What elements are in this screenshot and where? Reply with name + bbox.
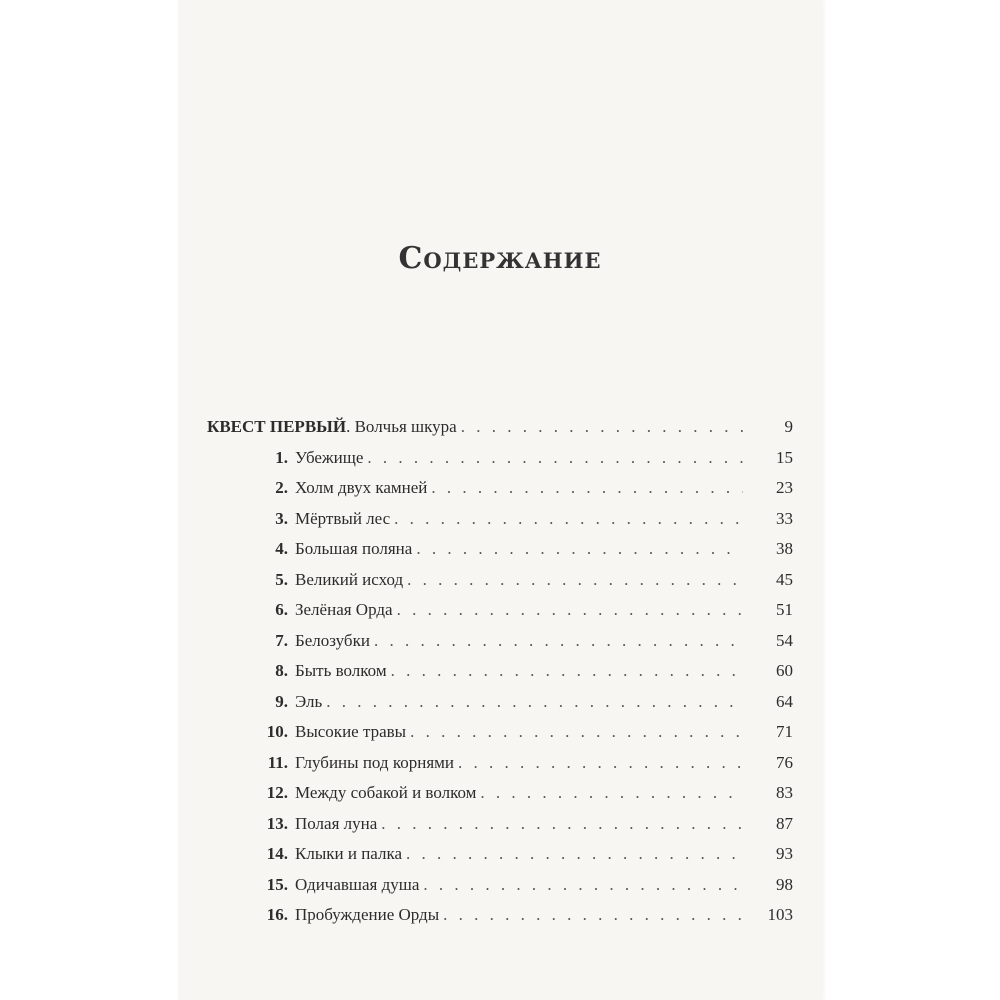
page-number: 51 — [776, 600, 793, 619]
chapter-title: Убежище — [295, 447, 364, 467]
chapter-number: 2. — [275, 478, 288, 497]
page-number: 103 — [767, 905, 793, 924]
page-number: 38 — [776, 539, 793, 558]
page-number: 9 — [784, 417, 793, 436]
dot-leader — [367, 444, 743, 472]
page-number: 83 — [776, 783, 793, 802]
chapter-title: Глубины под корнями — [295, 752, 455, 772]
page-number: 33 — [776, 508, 793, 528]
page-number: 98 — [776, 874, 793, 894]
dot-leader — [374, 627, 743, 655]
chapter-number: 7. — [275, 630, 288, 650]
chapter-title: Клыки и палка — [295, 844, 403, 863]
page-number: 64 — [776, 691, 793, 711]
page-number: 76 — [776, 752, 793, 772]
dot-leader — [480, 779, 743, 807]
part-title: . Волчья шкура — [346, 417, 457, 436]
chapter-title: Холм двух камней — [295, 478, 428, 497]
chapter-title: Между собакой и волком — [295, 783, 477, 802]
toc-entry — [257, 871, 793, 899]
chapter-number: 15. — [266, 874, 288, 894]
dot-leader — [391, 657, 743, 685]
page-number: 54 — [776, 630, 793, 650]
chapter-title: Большая поляна — [295, 539, 413, 558]
chapter-number: 6. — [275, 600, 288, 619]
chapter-number: 9. — [275, 691, 288, 711]
toc-entry — [257, 535, 793, 563]
dot-leader — [443, 901, 743, 929]
toc-part-entry — [207, 413, 793, 441]
toc-entry — [257, 444, 793, 472]
dot-leader — [326, 688, 743, 716]
toc-entry — [257, 688, 793, 716]
chapter-number: 12. — [266, 783, 288, 802]
chapter-title: Быть волком — [295, 661, 387, 680]
dot-leader — [381, 810, 743, 838]
toc-entry — [257, 779, 793, 807]
dot-leader — [407, 566, 743, 594]
part-label: КВЕСТ ПЕРВЫЙ — [207, 417, 347, 436]
toc-entry — [257, 657, 793, 685]
chapter-number: 10. — [266, 722, 288, 741]
dot-leader — [461, 413, 743, 441]
page-number: 23 — [776, 478, 793, 497]
page-number: 15 — [776, 447, 793, 467]
chapter-title: Белозубки — [295, 630, 370, 650]
chapter-title: Эль — [295, 691, 323, 711]
toc-entry — [257, 901, 793, 929]
dot-leader — [397, 596, 743, 624]
chapter-title: Великий исход — [295, 569, 404, 589]
dot-leader — [406, 840, 743, 868]
toc-entry — [257, 596, 793, 624]
toc-entry — [257, 566, 793, 594]
toc-entry — [257, 627, 793, 655]
page-number: 71 — [776, 722, 793, 741]
page-number: 60 — [776, 661, 793, 680]
chapter-number: 16. — [266, 905, 288, 924]
dot-leader — [416, 535, 743, 563]
dot-leader — [394, 505, 743, 533]
toc-entry — [257, 474, 793, 502]
chapter-number: 1. — [275, 447, 288, 467]
page-title: Содержание — [398, 241, 602, 276]
chapter-number: 11. — [267, 752, 288, 772]
chapter-title: Мёртвый лес — [295, 508, 391, 528]
page-number: 87 — [776, 813, 793, 833]
toc-entry — [257, 749, 793, 777]
chapter-number: 3. — [275, 508, 288, 528]
toc-entry — [257, 840, 793, 868]
toc-entry — [257, 505, 793, 533]
book-page — [178, 0, 822, 1000]
page-number: 45 — [776, 569, 793, 589]
chapter-number: 4. — [275, 539, 288, 558]
chapter-number: 14. — [266, 844, 288, 863]
chapter-number: 13. — [266, 813, 288, 833]
dot-leader — [423, 871, 743, 899]
page-number: 93 — [776, 844, 793, 863]
chapter-number: 5. — [275, 569, 288, 589]
chapter-title: Зелёная Орда — [295, 600, 393, 619]
chapter-title: Одичавшая душа — [295, 874, 420, 894]
chapter-number: 8. — [275, 661, 288, 680]
chapter-title: Пробуждение Орды — [295, 905, 440, 924]
dot-leader — [431, 474, 743, 502]
dot-leader — [410, 718, 743, 746]
dot-leader — [458, 749, 743, 777]
toc-entry — [257, 718, 793, 746]
toc-entry — [257, 810, 793, 838]
chapter-title: Высокие травы — [295, 722, 407, 741]
chapter-title: Полая луна — [295, 813, 378, 833]
